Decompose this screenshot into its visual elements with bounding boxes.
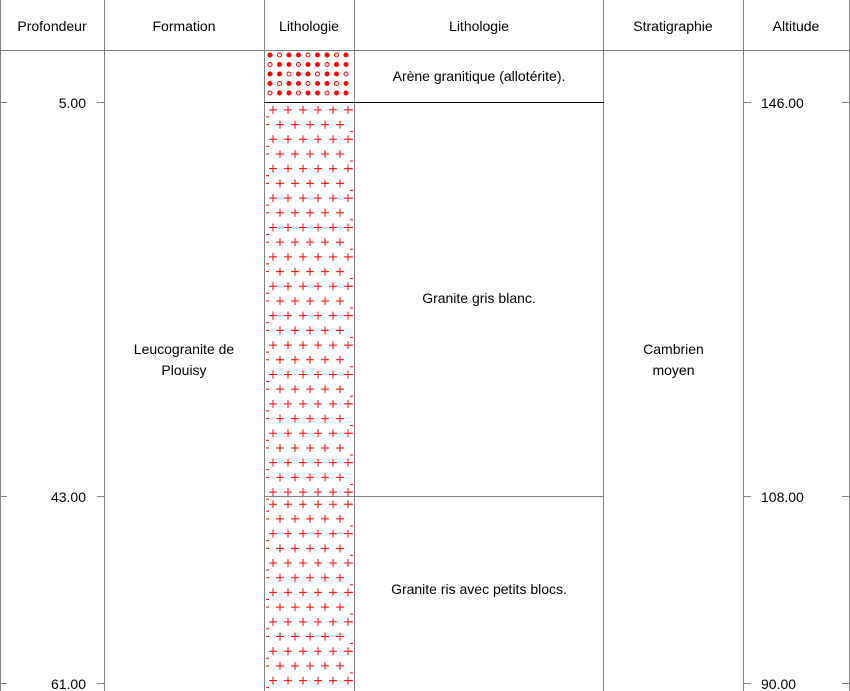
cross-mark (329, 488, 337, 496)
cross-mark (336, 603, 344, 611)
cross-mark (284, 253, 292, 261)
header-altitude: Altitude (772, 18, 820, 34)
cross-mark (269, 370, 277, 378)
depth-label: 43.00 (50, 489, 86, 505)
cross-mark (314, 194, 322, 202)
cross-mark (276, 603, 284, 611)
cross-mark (336, 385, 344, 393)
cross-mark (299, 194, 307, 202)
cross-mark (329, 312, 337, 320)
cross-mark (284, 312, 292, 320)
dot-mark (268, 72, 272, 76)
cross-mark (284, 429, 292, 437)
cross-mark (329, 341, 337, 349)
cross-mark (284, 459, 292, 467)
cross-mark (269, 588, 277, 596)
cross-mark (299, 135, 307, 143)
cross-mark (314, 488, 322, 496)
header-formation: Formation (152, 18, 216, 34)
cross-mark (299, 106, 307, 114)
cross-mark (336, 473, 344, 481)
cross-mark (269, 106, 277, 114)
dot-mark (335, 63, 339, 67)
cross-mark (269, 618, 277, 626)
cross-mark (291, 444, 299, 452)
cross-mark (276, 121, 284, 129)
dot-mark (297, 53, 301, 57)
cross-mark (291, 179, 299, 187)
header-lithologie-pattern: Lithologie (279, 18, 339, 34)
depth-label: 61.00 (50, 676, 86, 691)
cross-mark (306, 121, 314, 129)
cross-mark (306, 415, 314, 423)
cross-mark (336, 179, 344, 187)
cross-mark (284, 165, 292, 173)
header-stratigraphie: Stratigraphie (633, 18, 713, 34)
cross-mark (321, 150, 329, 158)
cross-mark (269, 312, 277, 320)
cross-mark (306, 150, 314, 158)
cross-mark (321, 574, 329, 582)
dot-mark (306, 53, 310, 57)
cross-mark (299, 559, 307, 567)
cross-mark (276, 238, 284, 246)
cross-mark (306, 633, 314, 641)
cross-mark (329, 429, 337, 437)
cross-mark (329, 106, 337, 114)
cross-mark (314, 559, 322, 567)
dot-mark (316, 82, 320, 86)
cross-mark (329, 223, 337, 231)
cross-mark (321, 356, 329, 364)
stratigraphy-line-2: moyen (652, 362, 695, 378)
dot-mark (306, 91, 310, 95)
cross-mark (321, 444, 329, 452)
cross-mark (321, 209, 329, 217)
dot-mark (344, 72, 348, 76)
cross-mark (321, 415, 329, 423)
cross-mark (299, 677, 307, 685)
cross-mark (269, 400, 277, 408)
dot-mark (344, 63, 348, 67)
cross-mark (299, 429, 307, 437)
dot-mark (316, 63, 320, 67)
cross-mark (321, 326, 329, 334)
cross-mark (329, 194, 337, 202)
cross-mark (291, 121, 299, 129)
cross-mark (336, 268, 344, 276)
column-headers (17, 18, 819, 34)
dot-mark (335, 82, 339, 86)
dot-mark (344, 53, 348, 57)
cross-mark (276, 268, 284, 276)
cross-mark (291, 473, 299, 481)
cross-mark (321, 662, 329, 670)
cross-mark (329, 677, 337, 685)
cross-mark (329, 253, 337, 261)
cross-mark (269, 194, 277, 202)
cross-mark (269, 647, 277, 655)
cross-mark (291, 385, 299, 393)
formation-line-2: Plouisy (161, 362, 207, 378)
altitude-label: 146.00 (761, 95, 804, 111)
cross-mark (284, 647, 292, 655)
cross-mark (291, 662, 299, 670)
cross-mark (276, 444, 284, 452)
cross-mark (276, 356, 284, 364)
cross-mark (329, 530, 337, 538)
cross-mark (269, 500, 277, 508)
cross-mark (299, 500, 307, 508)
cross-mark (299, 618, 307, 626)
cross-mark (314, 429, 322, 437)
cross-mark (336, 633, 344, 641)
cross-mark (336, 544, 344, 552)
cross-mark (276, 633, 284, 641)
cross-mark (276, 662, 284, 670)
cross-mark (299, 341, 307, 349)
cross-mark (321, 633, 329, 641)
cross-mark (284, 341, 292, 349)
dot-mark (278, 91, 282, 95)
dot-mark (297, 82, 301, 86)
dot-mark (335, 53, 339, 57)
cross-mark (291, 603, 299, 611)
altitude-label: 90.00 (761, 676, 797, 691)
cross-mark (291, 544, 299, 552)
cross-mark (306, 326, 314, 334)
cross-mark (306, 238, 314, 246)
cross-mark (314, 400, 322, 408)
cross-mark (314, 459, 322, 467)
layer-description-3: Granite ris avec petits blocs. (391, 580, 567, 597)
dot-mark (268, 91, 272, 95)
cross-mark (314, 223, 322, 231)
cross-mark (269, 253, 277, 261)
dot-mark (306, 82, 310, 86)
dot-mark (287, 72, 291, 76)
dot-mark (335, 72, 339, 76)
cross-mark (306, 209, 314, 217)
cross-mark (284, 618, 292, 626)
dot-mark (287, 91, 291, 95)
cross-mark (269, 530, 277, 538)
dot-mark (287, 63, 291, 67)
cross-mark (284, 106, 292, 114)
cross-mark (299, 165, 307, 173)
cross-mark (306, 297, 314, 305)
cross-mark (321, 238, 329, 246)
dot-mark (268, 82, 272, 86)
cross-mark (321, 515, 329, 523)
cross-mark (284, 588, 292, 596)
cross-mark (284, 488, 292, 496)
cross-mark (321, 603, 329, 611)
cross-mark (291, 574, 299, 582)
cross-mark (291, 150, 299, 158)
cross-mark (336, 209, 344, 217)
cross-mark (276, 150, 284, 158)
cross-mark (276, 209, 284, 217)
cross-mark (329, 282, 337, 290)
cross-mark (314, 253, 322, 261)
cross-mark (291, 238, 299, 246)
cross-mark (306, 515, 314, 523)
cross-mark (276, 385, 284, 393)
cross-mark (306, 444, 314, 452)
cross-mark (314, 135, 322, 143)
cross-mark (321, 544, 329, 552)
dot-mark (316, 72, 320, 76)
cross-mark (299, 253, 307, 261)
cross-mark (269, 135, 277, 143)
cross-mark (299, 647, 307, 655)
header-lithologie-description: Lithologie (449, 18, 509, 34)
cross-mark (329, 500, 337, 508)
cross-mark (336, 515, 344, 523)
dot-mark (268, 63, 272, 67)
cross-mark (314, 500, 322, 508)
stratigraphy-label (604, 335, 743, 385)
cross-mark (321, 121, 329, 129)
dot-mark (287, 82, 291, 86)
cross-mark (299, 400, 307, 408)
altitude-label: 108.00 (761, 489, 804, 505)
cross-mark (299, 459, 307, 467)
dot-mark (325, 53, 329, 57)
cross-mark (306, 179, 314, 187)
cross-mark (314, 530, 322, 538)
cross-mark (336, 662, 344, 670)
cross-mark (314, 618, 322, 626)
cross-mark (336, 121, 344, 129)
dot-mark (335, 91, 339, 95)
cross-mark (314, 165, 322, 173)
cross-mark (314, 106, 322, 114)
cross-mark (329, 459, 337, 467)
dot-mark (306, 72, 310, 76)
dot-mark (297, 91, 301, 95)
cross-mark (321, 179, 329, 187)
dot-mark (344, 82, 348, 86)
cross-mark (269, 677, 277, 685)
cross-mark (314, 588, 322, 596)
cross-mark (336, 326, 344, 334)
cross-mark (291, 297, 299, 305)
cross-mark (284, 500, 292, 508)
dot-mark (325, 72, 329, 76)
cross-mark (306, 268, 314, 276)
dot-mark (287, 53, 291, 57)
cross-mark (284, 559, 292, 567)
cross-mark (314, 647, 322, 655)
cross-mark (276, 415, 284, 423)
dot-mark (306, 63, 310, 67)
cross-mark (299, 588, 307, 596)
cross-mark (276, 326, 284, 334)
depth-label: 5.00 (58, 95, 86, 111)
cross-mark (276, 574, 284, 582)
cross-mark (329, 165, 337, 173)
cross-mark (299, 312, 307, 320)
cross-mark (291, 326, 299, 334)
dot-mark (278, 53, 282, 57)
cross-mark (306, 544, 314, 552)
cross-mark (284, 282, 292, 290)
cross-mark (269, 282, 277, 290)
cross-mark (284, 677, 292, 685)
dot-mark (316, 91, 320, 95)
dot-mark (344, 91, 348, 95)
cross-mark (269, 341, 277, 349)
cross-mark (276, 179, 284, 187)
cross-mark (336, 444, 344, 452)
cross-mark (321, 473, 329, 481)
header-profondeur: Profondeur (17, 18, 87, 34)
cross-mark (269, 559, 277, 567)
cross-mark (291, 415, 299, 423)
cross-mark (299, 370, 307, 378)
cross-mark (329, 559, 337, 567)
cross-mark (299, 488, 307, 496)
cross-mark (314, 312, 322, 320)
dot-mark (297, 63, 301, 67)
cross-mark (276, 473, 284, 481)
cross-mark (299, 223, 307, 231)
cross-mark (284, 135, 292, 143)
cross-mark (329, 588, 337, 596)
cross-mark (291, 268, 299, 276)
cross-mark (321, 268, 329, 276)
cross-mark (306, 356, 314, 364)
cross-mark (306, 473, 314, 481)
cross-mark (306, 385, 314, 393)
stratigraphy-line-1: Cambrien (643, 341, 704, 357)
cross-mark (336, 415, 344, 423)
cross-mark (306, 662, 314, 670)
cross-mark (306, 603, 314, 611)
cross-mark (291, 356, 299, 364)
cross-mark (299, 530, 307, 538)
cross-mark (306, 574, 314, 582)
cross-mark (291, 633, 299, 641)
lithology-patterns (266, 53, 353, 688)
dot-mark (325, 82, 329, 86)
cross-mark (329, 370, 337, 378)
dot-mark (297, 72, 301, 76)
formation-line-1: Leucogranite de (133, 341, 235, 357)
cross-mark (269, 165, 277, 173)
cross-mark (314, 282, 322, 290)
cross-mark (269, 429, 277, 437)
dot-mark (278, 72, 282, 76)
dot-mark (278, 82, 282, 86)
cross-mark (276, 515, 284, 523)
cross-mark (269, 459, 277, 467)
cross-mark (329, 618, 337, 626)
dot-mark (268, 53, 272, 57)
dot-mark (325, 63, 329, 67)
cross-mark (284, 530, 292, 538)
dot-mark (325, 91, 329, 95)
cross-mark (336, 238, 344, 246)
cross-mark (284, 194, 292, 202)
layer-description-2: Granite gris blanc. (422, 289, 536, 306)
cross-mark (321, 385, 329, 393)
formation-label (105, 335, 263, 385)
cross-mark (314, 341, 322, 349)
cross-mark (336, 356, 344, 364)
cross-mark (321, 297, 329, 305)
cross-mark (329, 647, 337, 655)
cross-mark (291, 209, 299, 217)
dot-mark (278, 63, 282, 67)
cross-mark (299, 282, 307, 290)
cross-mark (336, 150, 344, 158)
cross-mark (269, 488, 277, 496)
cross-mark (284, 223, 292, 231)
cross-mark (314, 370, 322, 378)
dot-mark (316, 53, 320, 57)
cross-mark (284, 400, 292, 408)
cross-mark (336, 574, 344, 582)
cross-mark (269, 223, 277, 231)
cross-mark (329, 400, 337, 408)
layer-description-1: Arène granitique (allotérite). (392, 67, 566, 84)
cross-mark (276, 544, 284, 552)
cross-mark (314, 677, 322, 685)
cross-mark (329, 135, 337, 143)
cross-mark (276, 297, 284, 305)
cross-mark (291, 515, 299, 523)
cross-mark (284, 370, 292, 378)
cross-mark (336, 297, 344, 305)
